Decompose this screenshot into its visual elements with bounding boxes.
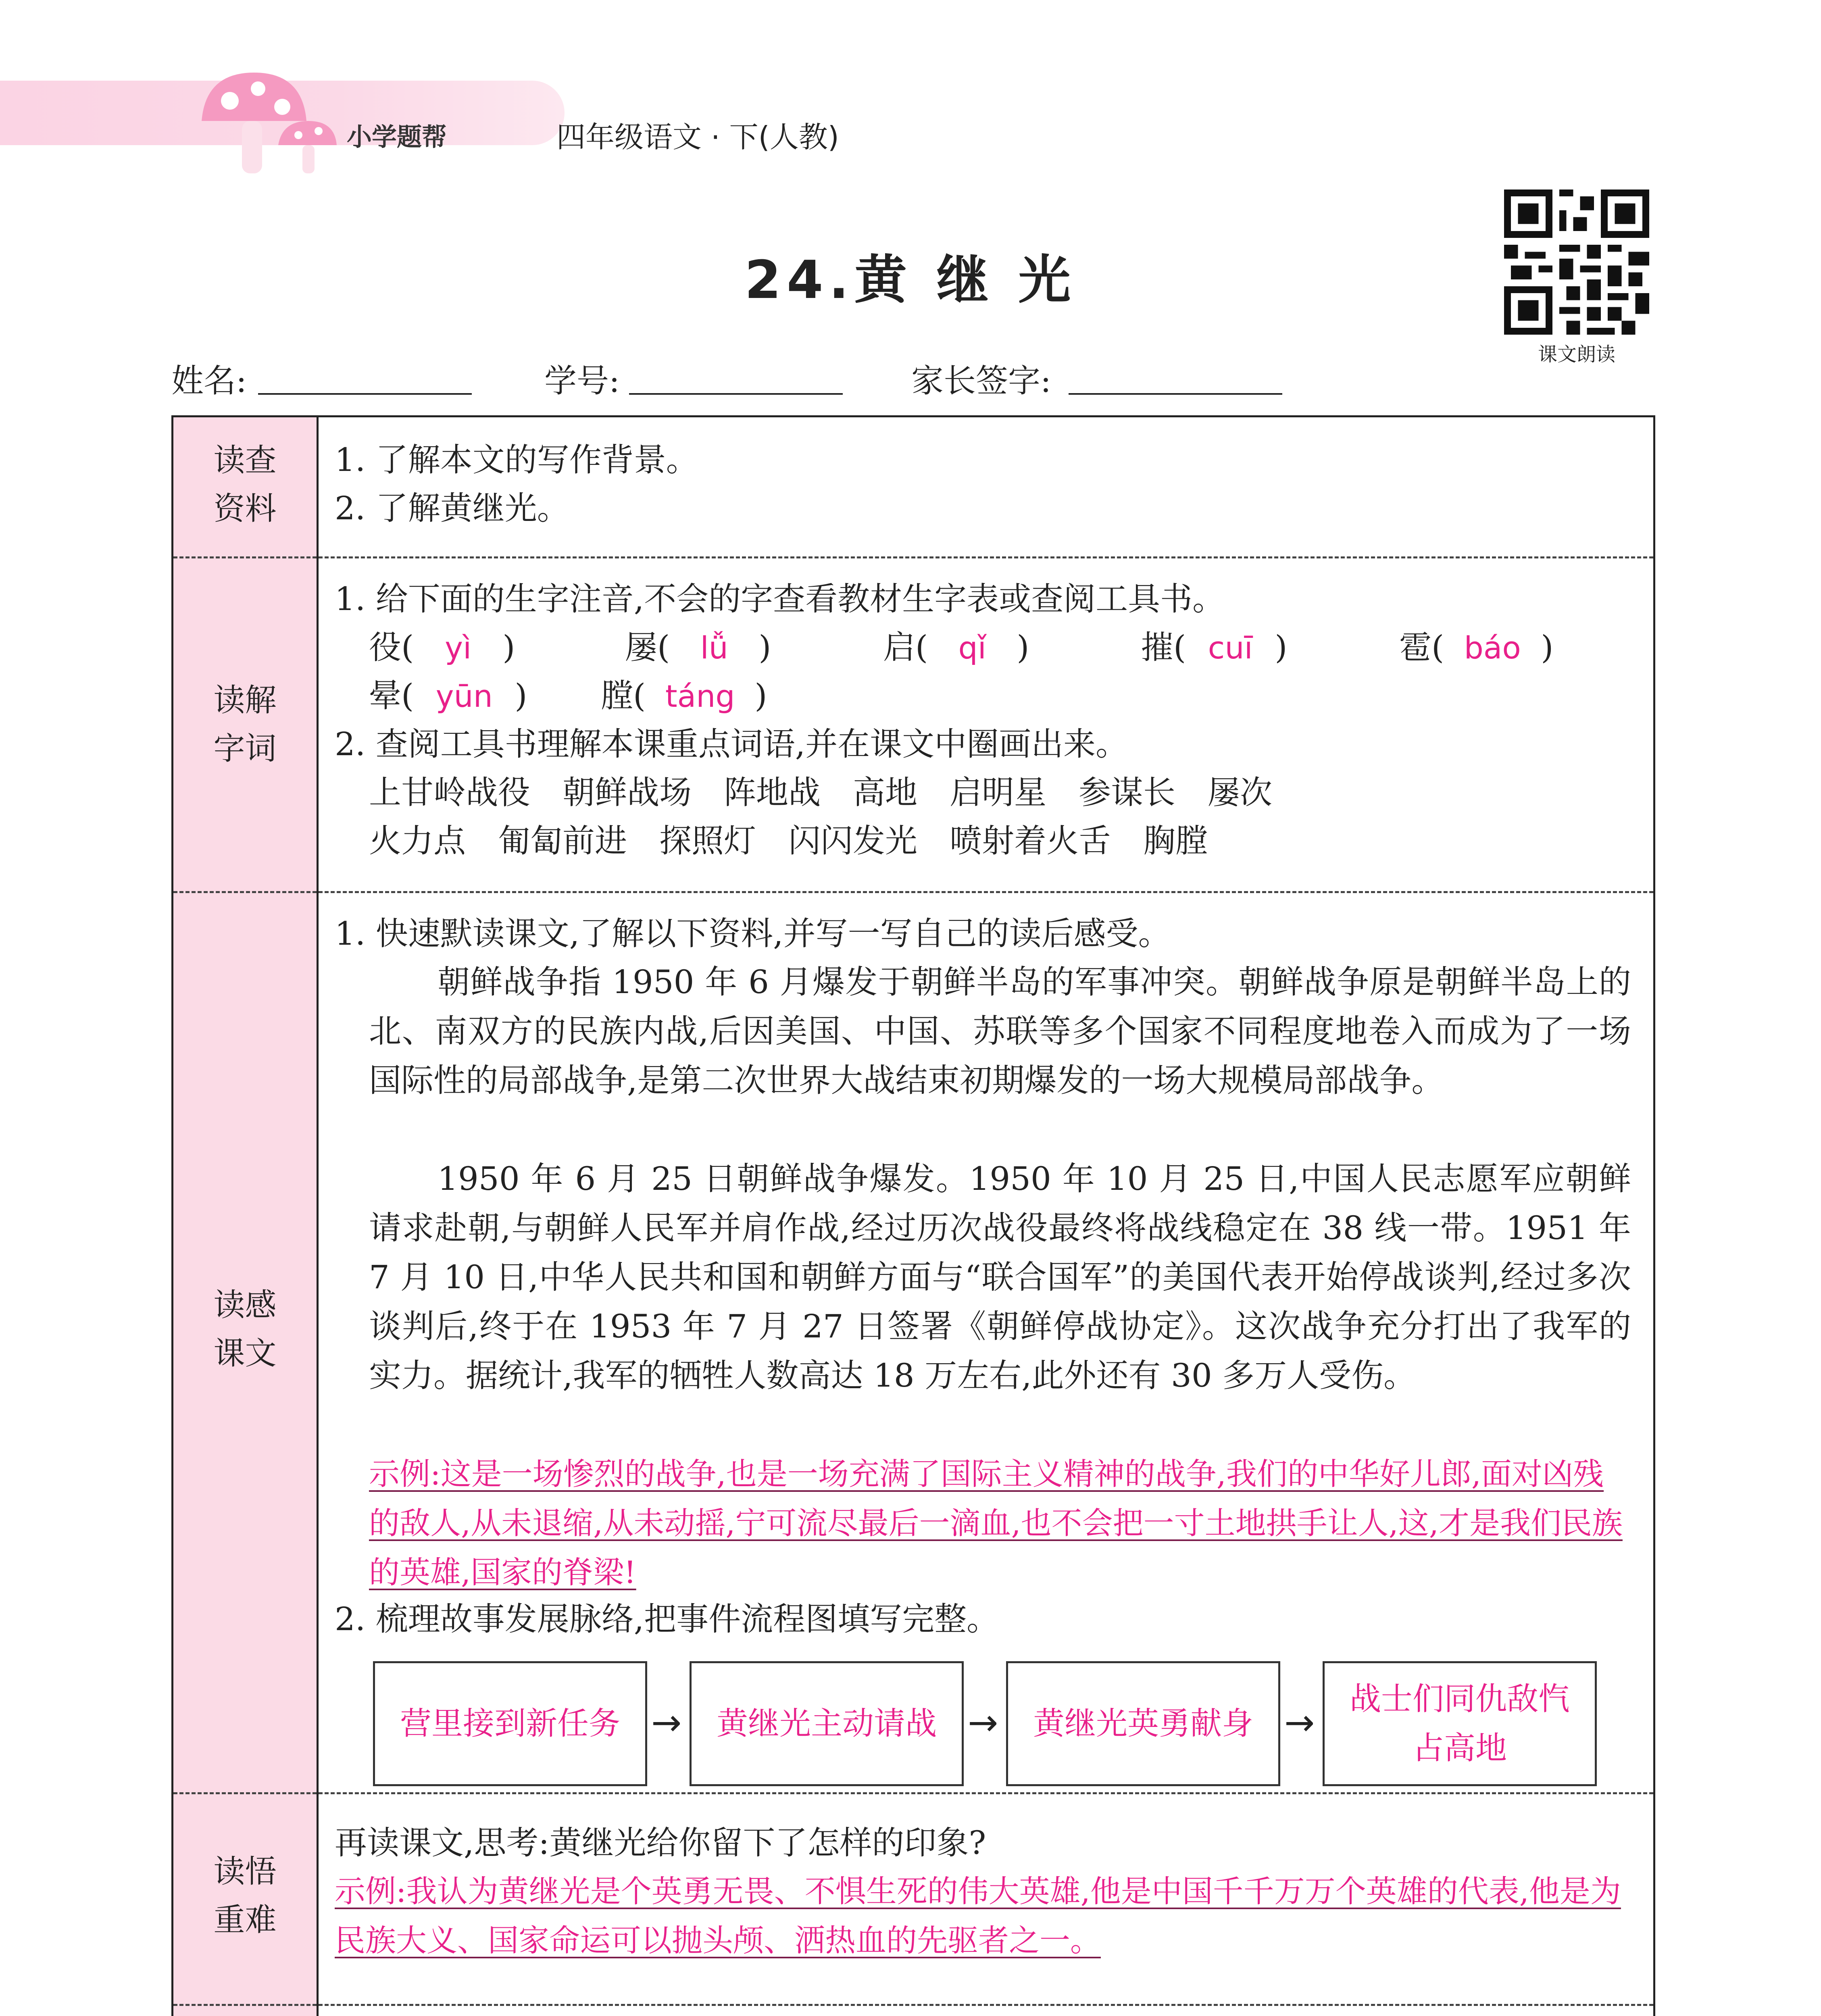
char-item: 役( yì )	[369, 629, 515, 666]
row-divider	[173, 891, 1653, 893]
flow-arrow: →	[1284, 1702, 1315, 1744]
book-title: 四年级语文 · 下(人教)	[556, 120, 839, 154]
row1-item-2: 2. 了解黄继光。	[335, 489, 569, 527]
flow-step-1: 营里接到新任务	[373, 1661, 647, 1786]
name-label: 姓名:	[171, 362, 247, 400]
qr-caption: 课文朗读	[1538, 343, 1615, 366]
word-list-line-1: 上甘岭战役 朝鲜战场 阵地战 高地 启明星 参谋长 屡次	[369, 774, 1272, 811]
row2-question-2: 2. 查阅工具书理解本课重点词语,并在课文中圈画出来。	[335, 725, 1128, 763]
flow-arrow: →	[651, 1702, 682, 1744]
row3-label-line2: 课文	[213, 1335, 277, 1372]
word-list-line-2: 火力点 匍匐前进 探照灯 闪闪发光 喷射着火舌 胸膛	[369, 822, 1208, 860]
flow-step-3: 黄继光英勇献身	[1006, 1661, 1280, 1786]
parent-signature-label: 家长签字:	[911, 362, 1051, 400]
row-divider	[173, 2004, 1653, 2006]
row2-label-line2: 字词	[213, 731, 277, 767]
row4-label-line1: 读悟	[213, 1854, 277, 1890]
student-id-field[interactable]	[629, 393, 843, 395]
row1-label-line2: 资料	[213, 491, 277, 527]
char-item: 膛( táng )	[601, 677, 767, 714]
impression-answer: 示例:我认为黄继光是个英勇无畏、不惧生死的伟大英雄,他是中国千千万万个英雄的代表,他是为民族大义、国家命运可以抛头颅、洒热血的先驱者之一。	[335, 1873, 1621, 1958]
reflection-answer: 示例:这是一场惨烈的战争,也是一场充满了国际主义精神的战争,我们的中华好儿郎,面对凶残的敌人,从未退缩,从未动摇,宁可流尽最后一滴血,也不会把一寸土地拱手让人,这,才是我们民族的英雄,国家的脊梁!	[369, 1456, 1623, 1590]
row2-label-line1: 读解	[213, 682, 277, 719]
flow-step-4: 战士们同仇敌忾占高地	[1323, 1661, 1597, 1786]
label-column	[173, 417, 319, 2016]
char-item: 启( qǐ )	[883, 629, 1029, 666]
char-item: 雹( báo )	[1399, 629, 1554, 666]
background-paragraph-1: 朝鲜战争指 1950 年 6 月爆发于朝鲜半岛的军事冲突。朝鲜战争原是朝鲜半岛上的北、南双方的民族内战,后因美国、中国、苏联等多个国家不同程度地卷入而成为了一场国际性的局部战争,是第二次世界大战结束初期爆发的一场大规模局部战争。	[369, 963, 1631, 1099]
flow-step-2: 黄继光主动请战	[690, 1661, 964, 1786]
row3-question-1: 1. 快速默读课文,了解以下资料,并写一写自己的读后感受。	[335, 915, 1171, 952]
row4-label-line2: 重难	[213, 1902, 277, 1938]
char-item: 屡( lǚ )	[625, 629, 771, 666]
name-field[interactable]	[258, 393, 472, 395]
row1-label-line1: 读查	[213, 442, 277, 479]
main-table	[171, 415, 1655, 2016]
parent-signature-field[interactable]	[1069, 393, 1282, 395]
row3-label-line1: 读感	[213, 1287, 277, 1323]
lesson-title: 24.黄 继 光	[744, 249, 1077, 310]
char-item: 晕( yūn )	[369, 677, 527, 714]
row-divider	[173, 1792, 1653, 1794]
student-id-label: 学号:	[544, 362, 620, 400]
row4-question: 再读课文,思考:黄继光给你留下了怎样的印象?	[335, 1824, 986, 1862]
mushroom-icon	[194, 60, 339, 181]
row-divider	[173, 556, 1653, 558]
char-item: 摧( cuī )	[1141, 629, 1288, 666]
background-paragraph-2: 1950 年 6 月 25 日朝鲜战争爆发。1950 年 10 月 25 日,中国人民志愿军应朝鲜请求赴朝,与朝鲜人民军并肩作战,经过历次战役最终将战线稳定在 38 线一带。1951 年 7 月 10 日,中华人民共和国和朝鲜方面与“联合国军”的美国代表开始停战谈判,经过多次谈判后,终于在 1953 年 7 月 27 日签署《朝鲜停战协定》。这次战争充分打出了我军的实力。据统计,我军的牺牲人数高达 18 万左右,此外还有 30 多万人受伤。	[369, 1160, 1631, 1394]
row3-question-2: 2. 梳理故事发展脉络,把事件流程图填写完整。	[335, 1600, 999, 1638]
row2-question-1: 1. 给下面的生字注音,不会的字查看教材生字表或查阅工具书。	[335, 580, 1225, 618]
flow-arrow: →	[968, 1702, 998, 1744]
brand-label: 小学题帮	[347, 122, 447, 152]
qr-code-icon[interactable]	[1504, 190, 1649, 335]
row1-item-1: 1. 了解本文的写作背景。	[335, 441, 698, 479]
